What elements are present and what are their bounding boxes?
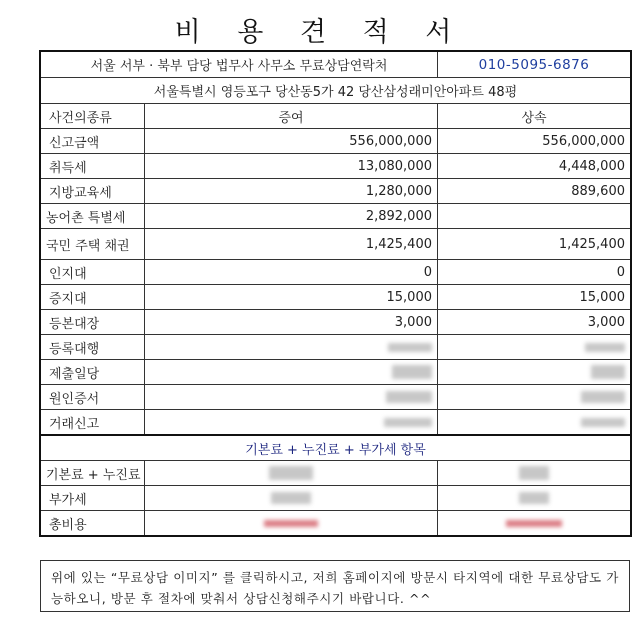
redaction-mark [388, 343, 432, 352]
fee-section-heading: 기본료 + 누진료 + 부가세 항목 [41, 435, 631, 461]
estimate-table [40, 51, 631, 536]
redaction-mark [386, 391, 432, 403]
row-label: 국민 주택 채권 [41, 229, 145, 260]
consultation-notice: 위에 있는 “무료상담 이미지” 를 클릭하시고, 저희 홈페이지에 방문시 타지역에 대한 무료상담도 가능하오니, 방문 후 절차에 맞춰서 상담신청해주시기 바랍니다. ^^ [40, 560, 630, 612]
inherit-value: 15,000 [438, 285, 631, 310]
column-header-row [41, 104, 631, 129]
inherit-value: 4,448,000 [438, 154, 631, 179]
redacted-value [145, 385, 438, 410]
table-row [41, 335, 631, 360]
redacted-value [438, 360, 631, 385]
phone-number: 010-5095-6876 [438, 52, 631, 78]
inherit-value: 0 [438, 260, 631, 285]
table-row [41, 511, 631, 536]
row-label: 제출일당 [41, 360, 145, 385]
redaction-mark [392, 365, 432, 379]
redaction-mark [591, 365, 625, 379]
fee-section-header-row [41, 435, 631, 461]
table-row [41, 410, 631, 436]
document-title: 비 용 견 적 서 [174, 17, 466, 48]
office-name: 서울 서부 · 북부 담당 법무사 사무소 무료상담연락처 [41, 52, 438, 78]
redaction-mark [264, 520, 318, 527]
redacted-value [145, 486, 438, 511]
address-row [41, 78, 631, 104]
inherit-value: 556,000,000 [438, 129, 631, 154]
redacted-value [438, 410, 631, 436]
inherit-value: 3,000 [438, 310, 631, 335]
gift-value: 1,280,000 [145, 179, 438, 204]
row-label: 거래신고 [41, 410, 145, 436]
gift-value: 15,000 [145, 285, 438, 310]
redaction-mark [506, 520, 562, 527]
row-label: 인지대 [41, 260, 145, 285]
redaction-mark [519, 466, 549, 480]
table-row [41, 385, 631, 410]
redacted-value [145, 335, 438, 360]
gift-value: 1,425,400 [145, 229, 438, 260]
redaction-mark [384, 418, 432, 427]
row-label: 부가세 [41, 486, 145, 511]
row-label: 농어촌 특별세 [41, 204, 145, 229]
redacted-value [438, 486, 631, 511]
gift-value: 556,000,000 [145, 129, 438, 154]
table-row [41, 179, 631, 204]
table-row [41, 486, 631, 511]
redaction-mark [269, 466, 313, 480]
table-row [41, 360, 631, 385]
redacted-value [145, 410, 438, 436]
table-row [41, 204, 631, 229]
redacted-value [438, 385, 631, 410]
row-label: 증지대 [41, 285, 145, 310]
table-row [41, 154, 631, 179]
redacted-value [438, 511, 631, 536]
table-row [41, 229, 631, 260]
table-row [41, 310, 631, 335]
table-row [41, 461, 631, 486]
table-row [41, 285, 631, 310]
table-row [41, 260, 631, 285]
row-label: 신고금액 [41, 129, 145, 154]
col-inherit-header: 상속 [438, 104, 631, 129]
office-row [41, 52, 631, 78]
inherit-value: 1,425,400 [438, 229, 631, 260]
row-label: 취득세 [41, 154, 145, 179]
row-label: 등본대장 [41, 310, 145, 335]
gift-value: 3,000 [145, 310, 438, 335]
property-address: 서울특별시 영등포구 당산동5가 42 당산삼성래미안아파트 48평 [41, 78, 631, 104]
row-label: 지방교육세 [41, 179, 145, 204]
redacted-value [438, 461, 631, 486]
row-label: 총비용 [41, 511, 145, 536]
redaction-mark [271, 492, 311, 504]
redaction-mark [519, 492, 549, 504]
row-label: 원인증서 [41, 385, 145, 410]
table-row [41, 129, 631, 154]
inherit-value: 889,600 [438, 179, 631, 204]
redaction-mark [585, 343, 625, 352]
inherit-value [438, 204, 631, 229]
redacted-value [438, 335, 631, 360]
redaction-mark [581, 418, 625, 427]
gift-value: 0 [145, 260, 438, 285]
redacted-value [145, 360, 438, 385]
col-gift-header: 증여 [145, 104, 438, 129]
redacted-value [145, 511, 438, 536]
gift-value: 13,080,000 [145, 154, 438, 179]
row-label: 기본료 + 누진료 [41, 461, 145, 486]
gift-value: 2,892,000 [145, 204, 438, 229]
redaction-mark [581, 391, 625, 403]
redacted-value [145, 461, 438, 486]
kind-label: 사건의종류 [41, 104, 145, 129]
row-label: 등록대행 [41, 335, 145, 360]
